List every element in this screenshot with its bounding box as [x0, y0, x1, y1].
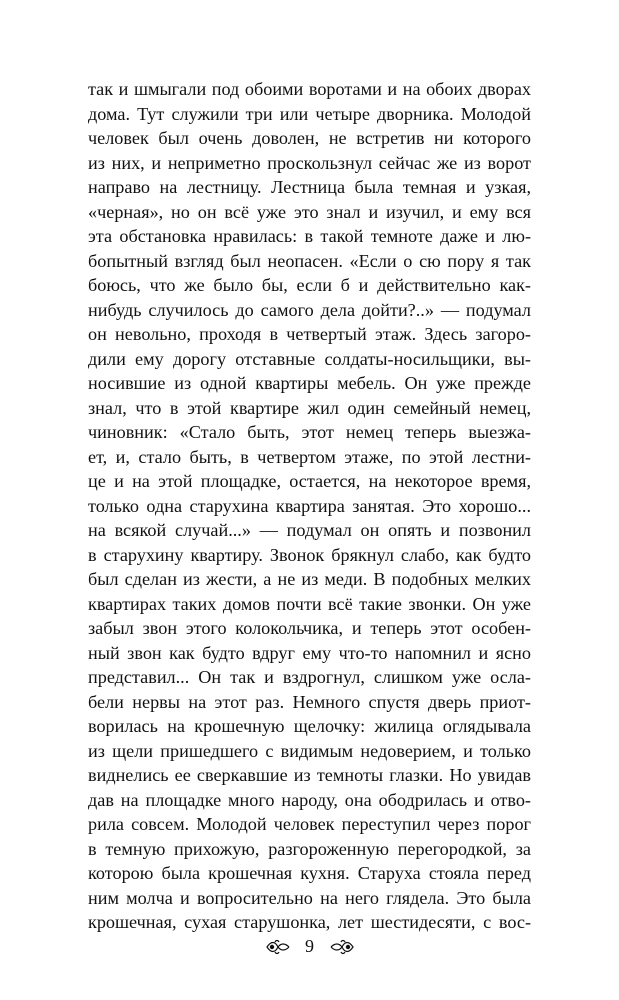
text-line: носившие из одной квартиры мебель. Он уже прежде: [88, 373, 531, 393]
text-line: ворилась на крошечную щелочку: жилица оглядывала: [88, 716, 531, 736]
text-line: ним молча и вопросительно на него глядела. Это была: [88, 887, 531, 908]
text-line: нибудь случилось до самого дела дойти?..» — подумал: [88, 299, 531, 320]
text-line: дома. Тут служили три или четыре дворника. Молодой: [88, 103, 531, 124]
text-line: представил... Он так и вздрогнул, слишком уже осла-: [88, 667, 531, 687]
floral-ornament-icon: [265, 939, 291, 955]
body-text: [88, 77, 531, 935]
text-line: из них, и неприметно проскользнул сейчас же из ворот: [88, 152, 531, 173]
text-line: крошечная, сухая старушонка, лет шестидесяти, с вос-: [88, 912, 531, 932]
text-line: виднелись ее сверкавшие из темноты глазки. Но увидав: [88, 765, 531, 785]
text-line: в темную прихожую, разгороженную перегородкой, за: [88, 838, 531, 859]
text-line: квартирах таких домов почти всё такие звонки. Он уже: [88, 593, 531, 614]
text-line: це и на этой площадке, остается, на некоторое время,: [88, 471, 531, 491]
text-line: ный звон как будто вдруг ему что-то напомнил и ясно: [88, 642, 531, 663]
text-line: эта обстановка нравилась: в такой темноте даже и лю-: [88, 226, 531, 246]
text-line: бопытный взгляд был неопасен. «Если о сю пору я так: [88, 250, 531, 271]
text-line: из щели пришедшего с видимым недоверием, и только: [88, 740, 531, 761]
text-line: так и шмыгали под обоими воротами и на обоих дворах: [88, 79, 531, 99]
page-number: 9: [305, 936, 314, 957]
text-line: дили ему дорогу отставные солдаты-носильщики, вы-: [88, 348, 531, 369]
text-line: боюсь, что же было бы, если б и действительно как-: [88, 275, 531, 295]
text-line: человек был очень доволен, не встретив ни которого: [88, 128, 531, 148]
text-line: ет, и, стало быть, в четвертом этаже, по этой лестни-: [88, 446, 531, 467]
floral-ornament-icon: [329, 939, 355, 955]
text-line: дав на площадке много народу, она ободрилась и отво-: [88, 789, 531, 810]
text-line: знал, что в этой квартире жил один семейный немец,: [88, 397, 531, 418]
text-line: чиновник: «Стало быть, этот немец теперь выезжа-: [88, 422, 531, 442]
text-line: только одна старухина квартира занятая. Это хорошо...: [88, 495, 531, 516]
text-line: которою была крошечная кухня. Старуха стояла перед: [88, 863, 531, 883]
text-line: «черная», но он всё уже это знал и изучил, и ему вся: [88, 201, 531, 222]
text-line: бели нервы на этот раз. Немного спустя дверь приот-: [88, 691, 531, 712]
text-line: был сделан из жести, а не из меди. В подобных мелких: [88, 569, 531, 589]
text-line: направо на лестницу. Лестница была темная и узкая,: [88, 177, 531, 197]
text-line: на всякой случай...» — подумал он опять и позвонил: [88, 520, 531, 540]
page-footer: [0, 935, 619, 957]
text-line: забыл звон этого колокольчика, и теперь этот особен-: [88, 618, 531, 638]
text-line: он невольно, проходя в четвертый этаж. Здесь загоро-: [88, 324, 531, 344]
text-line: в старухину квартиру. Звонок брякнул слабо, как будто: [88, 544, 531, 565]
text-line: рила совсем. Молодой человек переступил через порог: [88, 814, 531, 834]
